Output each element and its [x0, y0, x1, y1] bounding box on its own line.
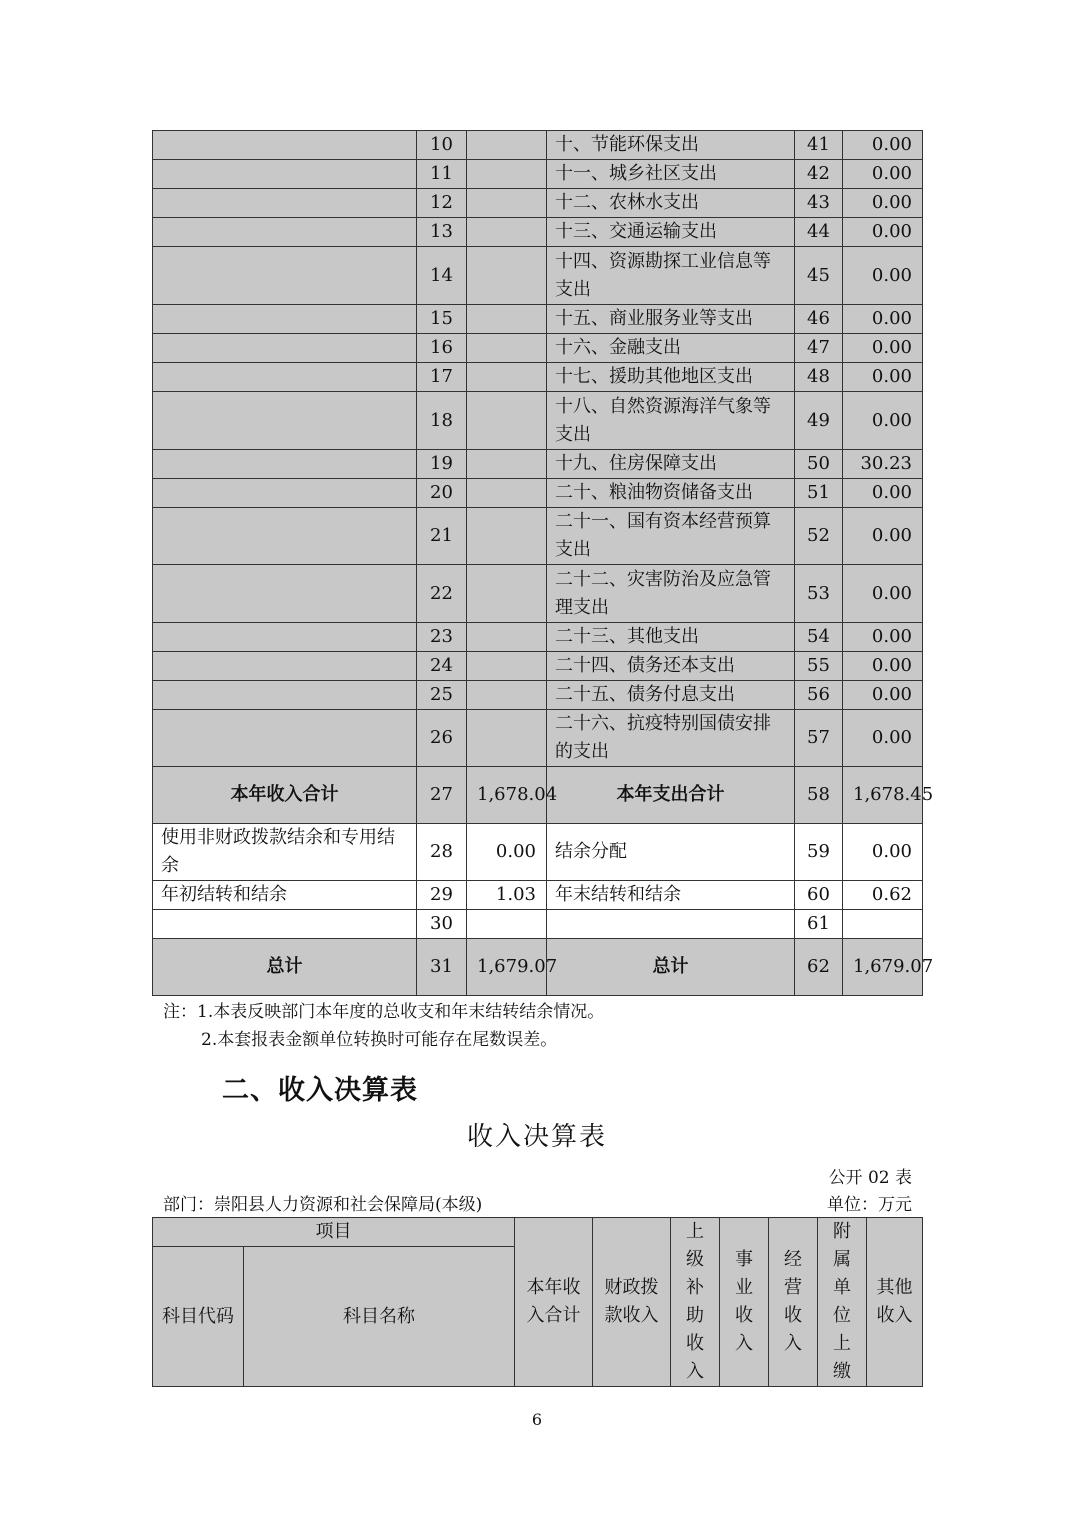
row-left-amount	[467, 218, 547, 247]
row-right-amount: 0.00	[843, 189, 923, 218]
row-left-line-number: 17	[417, 363, 467, 392]
table-row	[153, 824, 923, 881]
table-row	[153, 218, 923, 247]
row-right-line-number: 42	[795, 160, 843, 189]
row-left-amount	[467, 623, 547, 652]
table-row	[153, 565, 923, 623]
row-left-amount	[467, 652, 547, 681]
row-right-amount: 0.00	[843, 710, 923, 767]
row-right-label: 年末结转和结余	[547, 881, 795, 910]
row-left-amount	[467, 363, 547, 392]
row-left-label: 年初结转和结余	[153, 881, 417, 910]
row-right-amount: 0.00	[843, 247, 923, 305]
note-line-1: 注：1.本表反映部门本年度的总收支和年末结转结余情况。	[163, 1002, 605, 1022]
row-left-line-number: 30	[417, 910, 467, 939]
row-left-amount	[467, 450, 547, 479]
row-left-amount	[467, 910, 547, 939]
row-right-label: 总计	[547, 939, 795, 996]
row-right-line-number: 56	[795, 681, 843, 710]
row-right-label: 二十四、债务还本支出	[547, 652, 795, 681]
row-right-label: 十二、农林水支出	[547, 189, 795, 218]
row-left-label: 使用非财政拨款结余和专用结余	[153, 824, 417, 881]
row-left-label: 本年收入合计	[153, 767, 417, 824]
row-left-line-number: 13	[417, 218, 467, 247]
row-right-label: 二十五、债务付息支出	[547, 681, 795, 710]
row-left-amount: 0.00	[467, 824, 547, 881]
row-left-amount	[467, 479, 547, 508]
table-row	[153, 681, 923, 710]
table-row	[153, 910, 923, 939]
header-col-5: 附属单位上缴	[818, 1218, 867, 1387]
header-col-4: 经营收入	[769, 1218, 818, 1387]
row-left-line-number: 28	[417, 824, 467, 881]
row-right-line-number: 61	[795, 910, 843, 939]
row-left-amount	[467, 392, 547, 450]
row-right-line-number: 45	[795, 247, 843, 305]
note-line-2: 2.本套报表金额单位转换时可能存在尾数误差。	[201, 1030, 558, 1050]
row-right-amount: 0.00	[843, 824, 923, 881]
row-left-line-number: 12	[417, 189, 467, 218]
row-right-line-number: 46	[795, 305, 843, 334]
row-left-amount	[467, 189, 547, 218]
row-left-line-number: 11	[417, 160, 467, 189]
row-left-line-number: 23	[417, 623, 467, 652]
row-right-label: 结余分配	[547, 824, 795, 881]
row-right-line-number: 60	[795, 881, 843, 910]
table-row	[153, 479, 923, 508]
row-right-amount: 0.00	[843, 218, 923, 247]
header-code: 科目代码	[153, 1247, 244, 1387]
row-right-amount: 30.23	[843, 450, 923, 479]
row-right-amount	[843, 910, 923, 939]
row-left-label	[153, 363, 417, 392]
row-left-label	[153, 247, 417, 305]
row-right-amount: 1,678.45	[843, 767, 923, 824]
row-left-line-number: 16	[417, 334, 467, 363]
row-right-amount: 0.00	[843, 652, 923, 681]
row-right-label: 二十、粮油物资储备支出	[547, 479, 795, 508]
row-left-line-number: 24	[417, 652, 467, 681]
row-right-amount: 1,679.07	[843, 939, 923, 996]
row-left-line-number: 20	[417, 479, 467, 508]
row-left-label	[153, 450, 417, 479]
row-right-line-number: 51	[795, 479, 843, 508]
table-title: 收入决算表	[466, 1122, 607, 1152]
row-right-amount: 0.00	[843, 392, 923, 450]
row-right-line-number: 47	[795, 334, 843, 363]
row-left-amount	[467, 160, 547, 189]
row-right-line-number: 43	[795, 189, 843, 218]
row-right-amount: 0.00	[843, 160, 923, 189]
table-row	[153, 189, 923, 218]
row-right-label: 十六、金融支出	[547, 334, 795, 363]
row-left-label	[153, 131, 417, 160]
header-name: 科目名称	[244, 1247, 515, 1387]
row-left-amount: 1.03	[467, 881, 547, 910]
row-left-line-number: 26	[417, 710, 467, 767]
header-col-0: 本年收入合计	[515, 1218, 593, 1387]
row-right-label: 十三、交通运输支出	[547, 218, 795, 247]
row-right-label: 十五、商业服务业等支出	[547, 305, 795, 334]
table-row	[153, 305, 923, 334]
header-col-1: 财政拨款收入	[593, 1218, 671, 1387]
header-col-3: 事业收入	[720, 1218, 769, 1387]
row-left-amount: 1,679.07	[467, 939, 547, 996]
row-left-amount: 1,678.04	[467, 767, 547, 824]
row-left-line-number: 10	[417, 131, 467, 160]
row-right-line-number: 41	[795, 131, 843, 160]
row-right-amount: 0.00	[843, 508, 923, 565]
row-left-line-number: 21	[417, 508, 467, 565]
row-left-amount	[467, 508, 547, 565]
table-row	[153, 450, 923, 479]
row-right-line-number: 55	[795, 652, 843, 681]
row-right-amount: 0.00	[843, 363, 923, 392]
table-row	[153, 247, 923, 305]
page-number: 6	[531, 1410, 543, 1429]
table-row	[153, 160, 923, 189]
row-left-amount	[467, 131, 547, 160]
row-right-label: 二十六、抗疫特别国债安排的支出	[547, 710, 795, 767]
unit-label: 单位：万元	[827, 1195, 912, 1215]
row-left-line-number: 14	[417, 247, 467, 305]
row-right-label: 十、节能环保支出	[547, 131, 795, 160]
row-right-amount: 0.00	[843, 305, 923, 334]
row-left-label	[153, 305, 417, 334]
row-right-label: 二十二、灾害防治及应急管理支出	[547, 565, 795, 623]
header-project: 项目	[153, 1218, 515, 1247]
row-right-label: 二十一、国有资本经营预算支出	[547, 508, 795, 565]
row-left-label	[153, 392, 417, 450]
row-left-amount	[467, 305, 547, 334]
row-right-amount: 0.00	[843, 131, 923, 160]
row-left-label	[153, 623, 417, 652]
row-left-line-number: 25	[417, 681, 467, 710]
row-left-line-number: 22	[417, 565, 467, 623]
row-left-label	[153, 565, 417, 623]
row-right-label: 二十三、其他支出	[547, 623, 795, 652]
row-left-label	[153, 681, 417, 710]
table-notes	[163, 998, 604, 1054]
header-col-6: 其他收入	[867, 1218, 923, 1387]
row-left-amount	[467, 247, 547, 305]
row-left-line-number: 29	[417, 881, 467, 910]
row-right-line-number: 54	[795, 623, 843, 652]
row-left-amount	[467, 710, 547, 767]
income-final-table-header	[152, 1217, 923, 1387]
row-left-label	[153, 160, 417, 189]
row-left-label	[153, 710, 417, 767]
row-right-label: 十九、住房保障支出	[547, 450, 795, 479]
row-left-line-number: 18	[417, 392, 467, 450]
income-expense-table	[152, 130, 934, 996]
row-right-amount: 0.00	[843, 334, 923, 363]
row-left-label	[153, 218, 417, 247]
row-left-label	[153, 189, 417, 218]
department-label: 部门：崇阳县人力资源和社会保障局(本级)	[163, 1195, 483, 1215]
row-left-label	[153, 910, 417, 939]
row-right-label: 本年支出合计	[547, 767, 795, 824]
row-right-line-number: 50	[795, 450, 843, 479]
row-right-label: 十四、资源勘探工业信息等支出	[547, 247, 795, 305]
row-right-line-number: 57	[795, 710, 843, 767]
row-right-line-number: 59	[795, 824, 843, 881]
row-left-line-number: 19	[417, 450, 467, 479]
table-code: 公开 02 表	[828, 1168, 912, 1188]
row-right-amount: 0.00	[843, 565, 923, 623]
row-right-line-number: 44	[795, 218, 843, 247]
row-right-amount: 0.00	[843, 623, 923, 652]
row-right-label	[547, 910, 795, 939]
table-row	[153, 131, 923, 160]
row-right-amount: 0.00	[843, 681, 923, 710]
row-left-label	[153, 334, 417, 363]
table-row	[153, 623, 923, 652]
row-left-amount	[467, 681, 547, 710]
row-right-line-number: 52	[795, 508, 843, 565]
row-right-line-number: 62	[795, 939, 843, 996]
table-row	[153, 363, 923, 392]
row-left-line-number: 31	[417, 939, 467, 996]
row-left-label: 总计	[153, 939, 417, 996]
row-left-label	[153, 652, 417, 681]
table-row	[153, 710, 923, 767]
row-right-label: 十八、自然资源海洋气象等支出	[547, 392, 795, 450]
row-left-label	[153, 479, 417, 508]
row-right-line-number: 53	[795, 565, 843, 623]
row-left-line-number: 15	[417, 305, 467, 334]
row-left-amount	[467, 334, 547, 363]
table-row	[153, 767, 923, 824]
table-row	[153, 881, 923, 910]
row-left-amount	[467, 565, 547, 623]
table-row	[153, 939, 923, 996]
table-row	[153, 652, 923, 681]
section-heading: 二、收入决算表	[222, 1075, 418, 1106]
table-row	[153, 334, 923, 363]
row-right-line-number: 49	[795, 392, 843, 450]
table-row	[153, 508, 923, 565]
row-right-label: 十一、城乡社区支出	[547, 160, 795, 189]
header-col-2: 上级补助收入	[671, 1218, 720, 1387]
row-right-line-number: 58	[795, 767, 843, 824]
row-right-line-number: 48	[795, 363, 843, 392]
table-row	[153, 392, 923, 450]
row-right-amount: 0.00	[843, 479, 923, 508]
row-right-amount: 0.62	[843, 881, 923, 910]
row-left-line-number: 27	[417, 767, 467, 824]
row-right-label: 十七、援助其他地区支出	[547, 363, 795, 392]
row-left-label	[153, 508, 417, 565]
